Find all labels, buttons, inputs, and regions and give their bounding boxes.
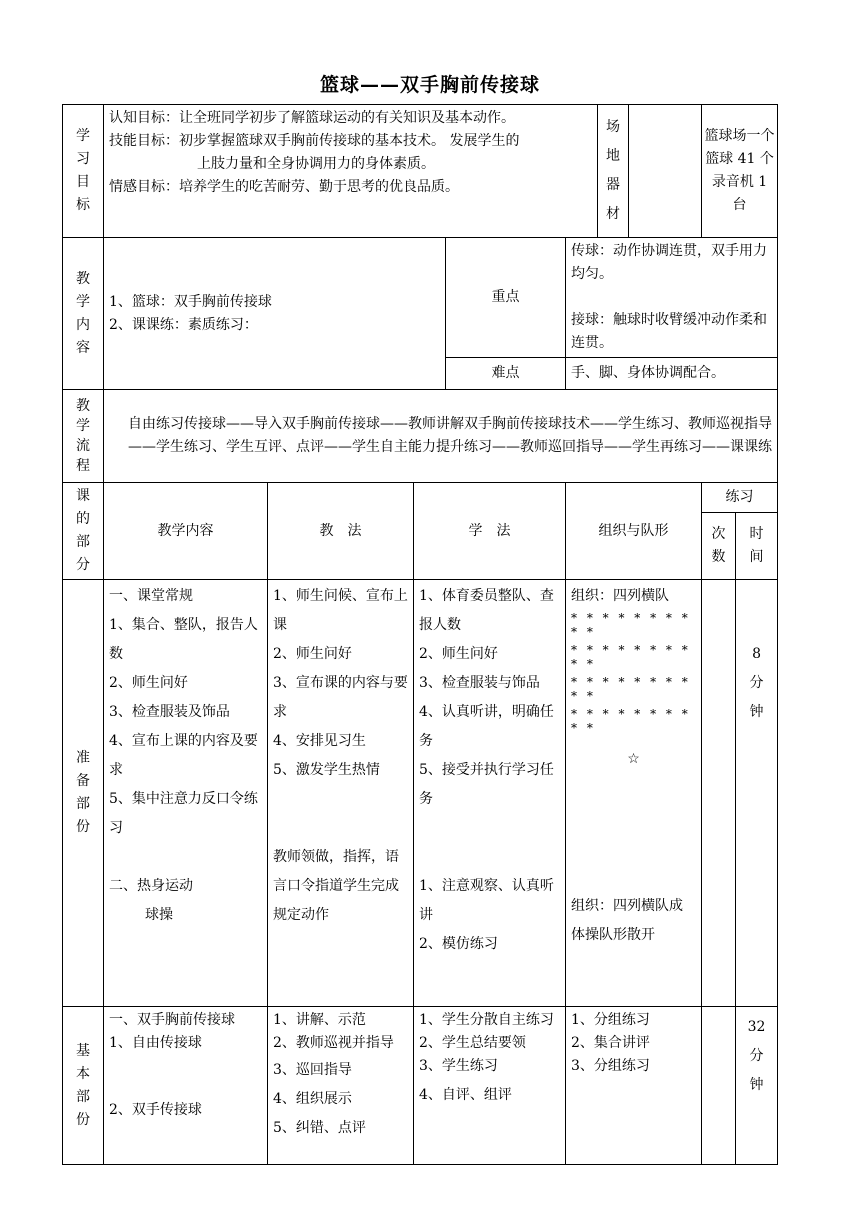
- header-learn: 学 法: [414, 483, 566, 580]
- basic-org: 1、分组练习 2、集合讲评 3、分组练习: [566, 1007, 702, 1165]
- basic-content: 一、双手胸前传接球 1、自由传接球 2、双手传接球: [104, 1007, 268, 1165]
- prep-time: 8 分 钟: [736, 580, 778, 1007]
- prep-org: 组织：四列横队 * * * * * * * * * * * * * * * * * * * * * * * * * * * * * * * * * * * * * * * * ☆ 组织：四列横队成体操队形散开: [566, 580, 702, 1007]
- prep-times: [702, 580, 736, 1007]
- header-org: 组织与队形: [566, 483, 702, 580]
- equipment-label: 场 地 器 材: [598, 105, 702, 238]
- header-times: 次 数: [702, 513, 736, 580]
- content-label: 教 学 内 容: [63, 238, 104, 390]
- header-time: 时 间: [736, 513, 778, 580]
- prep-content: 一、课堂常规 1、集合、整队，报告人数 2、师生问好 3、检查服装及饰品 4、宣布上课的内容及要求 5、集中注意力反口令练习 二、热身运动 球操: [104, 580, 268, 1007]
- header-content: 教学内容: [104, 483, 268, 580]
- header-practice: 练习: [702, 483, 778, 513]
- basic-teach: 1、讲解、示范 2、教师巡视并指导 3、巡回指导 4、组织展示 5、纠错、点评: [268, 1007, 414, 1165]
- prep-teach: 1、师生问候、宣布上课 2、师生问好 3、宣布课的内容与要求 4、安排见习生 5、激发学生热情 教师领做，指挥，语言口令指道学生完成规定动作: [268, 580, 414, 1007]
- difficulty-text: 手、脚、身体协调配合。: [566, 358, 778, 390]
- prep-label: 准 备 部 份: [63, 580, 104, 1007]
- flow-label: 教 学 流 程: [63, 390, 104, 483]
- formation-stars: * * * * * * * *: [571, 611, 691, 625]
- equipment-list: 篮球场一个 篮球 41 个 录音机 1 台: [702, 105, 778, 238]
- flow-text: 自由练习传接球——导入双手胸前传接球——教师讲解双手胸前传接球技术——学生练习、教师巡视指导——学生练习、学生互评、点评——学生自主能力提升练习——教师巡回指导——学生再练习——课课练: [104, 390, 778, 483]
- basic-learn: 1、学生分散自主练习 2、学生总结要领 3、学生练习 4、自评、组评: [414, 1007, 566, 1165]
- difficulty-label: 难点: [446, 358, 566, 390]
- content-items: 1、篮球：双手胸前传接球 2、课课练：素质练习：: [104, 238, 446, 390]
- key-points: 传球：动作协调连贯，双手用力均匀。 接球：触球时收臂缓冲动作柔和连贯。: [566, 238, 778, 358]
- objectives-text: 认知目标：让全班同学初步了解篮球运动的有关知识及基本动作。 技能目标：初步掌握篮球双手胸前传接球的基本技术。 发展学生的 上肢力量和全身协调用力的身体素质。 情感目标：培养学生的吃苦耐劳、勤于思考的优良品质。: [104, 105, 598, 238]
- basic-times: [702, 1007, 736, 1165]
- basic-time: 32 分 钟: [736, 1007, 778, 1165]
- objectives-label: 学 习 目 标: [63, 105, 104, 238]
- prep-learn: 1、体育委员整队、查报人数 2、师生问好 3、检查服装与饰品 4、认真听讲，明确任务 5、接受并执行学习任务 1、注意观察、认真听讲 2、模仿练习: [414, 580, 566, 1007]
- key-label: 重点: [446, 238, 566, 358]
- page-title: 篮球——双手胸前传接球: [319, 74, 540, 96]
- teacher-star-icon: ☆: [627, 751, 640, 767]
- header-part: 课 的 部 分: [63, 483, 104, 580]
- header-teach: 教 法: [268, 483, 414, 580]
- basic-label: 基 本 部 份: [63, 1007, 104, 1165]
- lesson-plan-table: [62, 104, 778, 1165]
